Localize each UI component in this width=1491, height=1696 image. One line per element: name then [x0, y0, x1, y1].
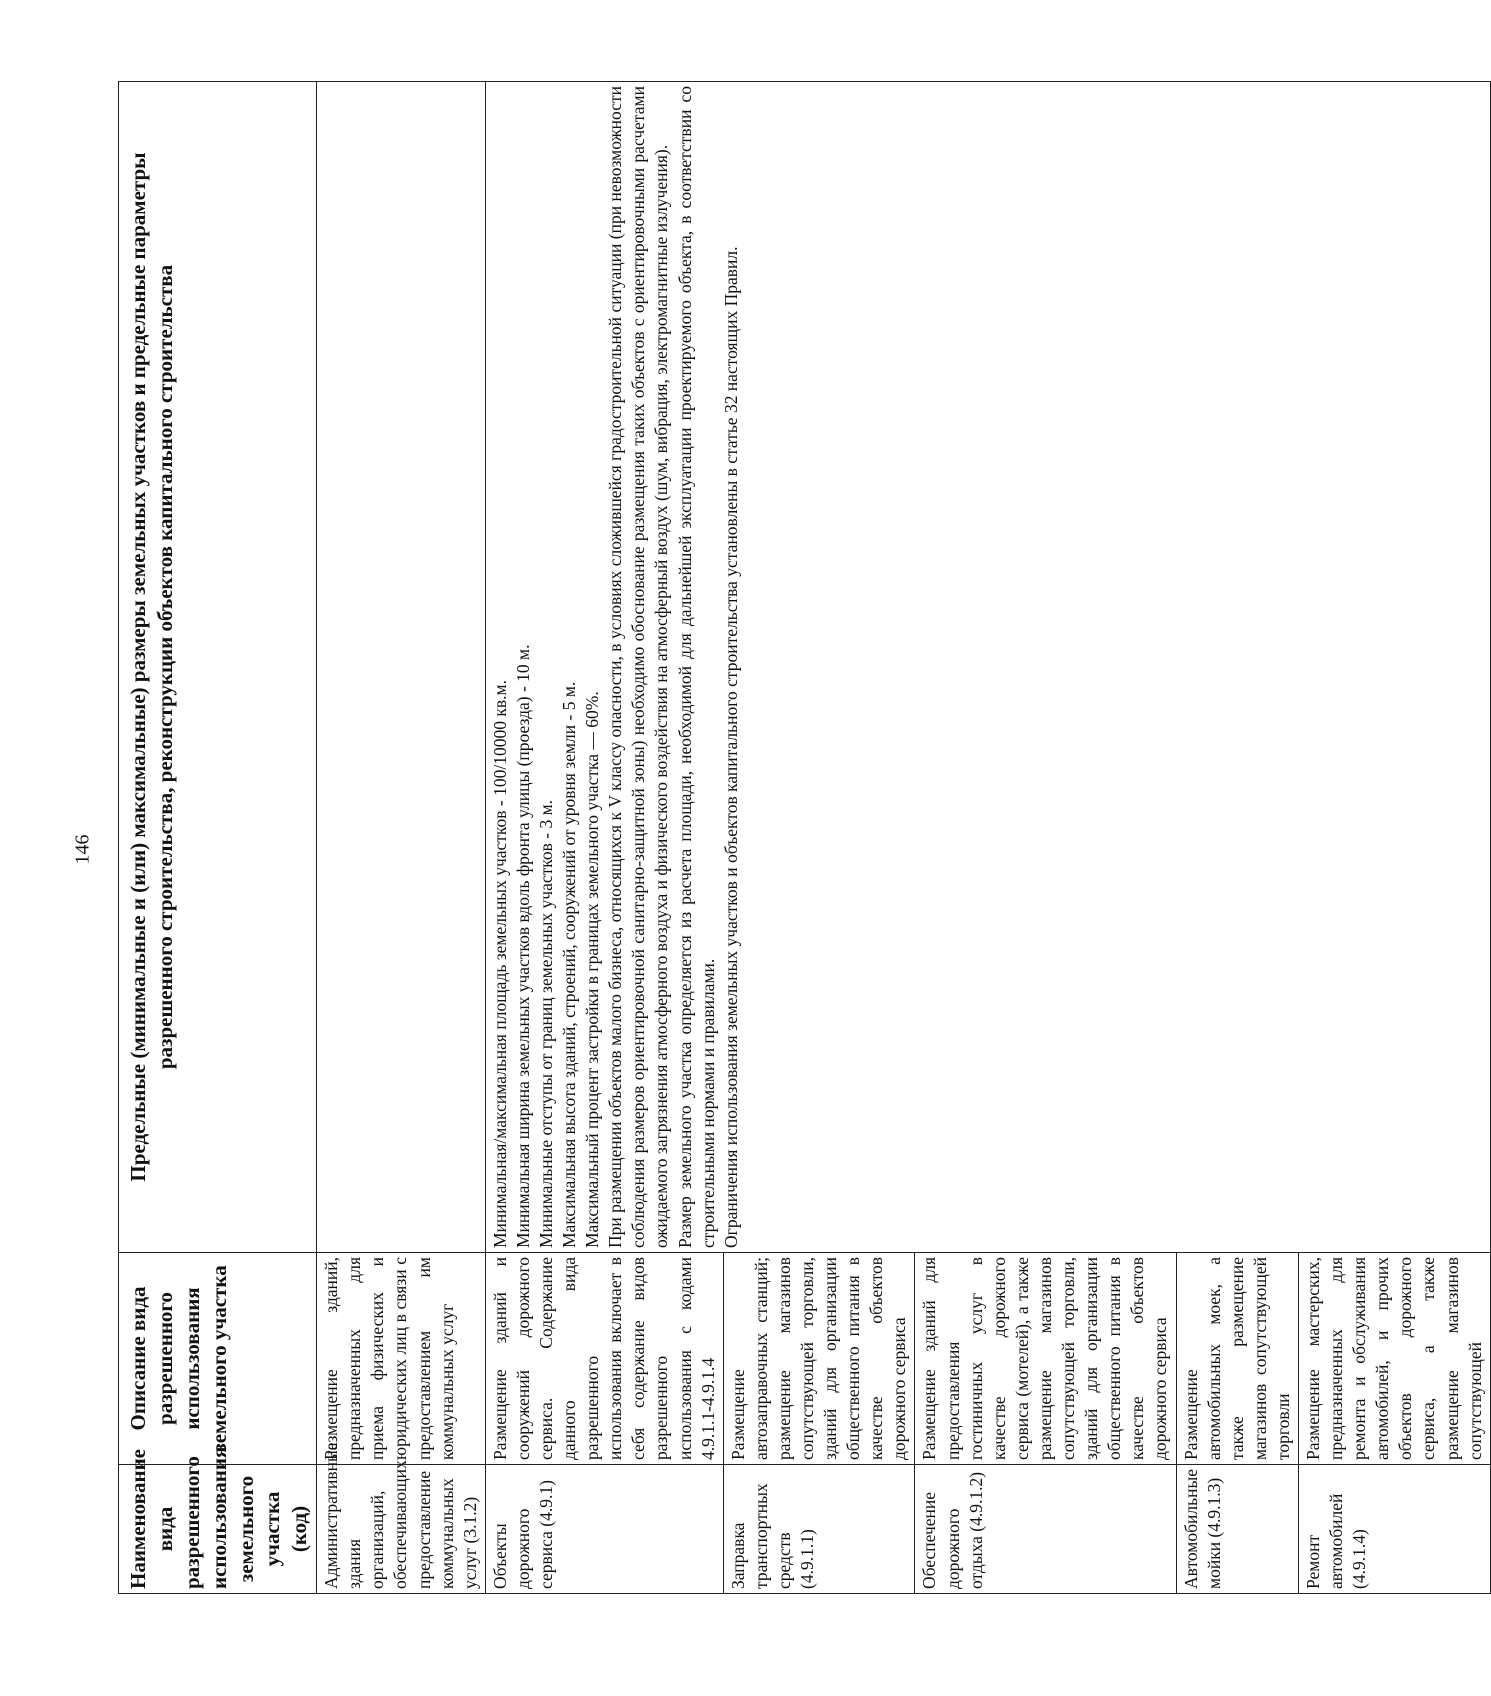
- page-number: 146: [71, 834, 94, 865]
- land-use-table: [118, 81, 1491, 1594]
- rotated-table-container: [118, 82, 1485, 1594]
- parameter-line: Минимальная/максимальная площадь земельных участков - 100/10000 кв.м.: [489, 680, 510, 1248]
- header-name: Наименование вида разрешенного использования земельного участка (код): [119, 1465, 317, 1594]
- table-row: [317, 82, 486, 1594]
- parameter-line: Ограничения использования земельных участков и объектов капитального строительства установлены в статье 32 настоящих Правил.: [720, 246, 741, 1248]
- header-description: Описание вида разрешенного использования земельного участка: [119, 1253, 317, 1465]
- parameter-line: Минимальная ширина земельных участков вдоль фронта улицы (проезда) - 10 м.: [512, 644, 533, 1248]
- row-description: Размещение автомобильных моек, а также размещение магазинов сопутствующей торговли: [1176, 1253, 1298, 1465]
- row-name: Ремонт автомобилей (4.9.1.4): [1298, 1465, 1490, 1594]
- row-description: Размещение зданий, предназначенных для приема физических и юридических лиц в связи с предоставлением им коммунальных услуг: [317, 1253, 486, 1465]
- row-description: Размещение зданий и сооружений дорожного сервиса. Содержание данного вида разрешенного использования включает в себя содержание видов разрешенного использования с кодами 4.9.1.1-4.9.1.4: [485, 1253, 723, 1465]
- row-description: Размещение зданий для предоставления гостиничных услуг в качестве дорожного сервиса (мотелей), а также размещение магазинов сопутствующей торговли, зданий для организации общественного питания в качестве объектов дорожного сервиса: [915, 1253, 1176, 1465]
- row-name: Объекты дорожного сервиса (4.9.1): [485, 1465, 723, 1594]
- parameters-cell: [485, 82, 1490, 1253]
- parameter-line: Минимальные отступы от границ земельных участков - 3 м.: [535, 799, 556, 1248]
- row-description: Размещение автозаправочных станций; размещение магазинов сопутствующей торговли, зданий для организации общественного питания в качестве объектов дорожного сервиса: [723, 1253, 915, 1465]
- table-row: [485, 82, 723, 1594]
- row-parameters-empty: [317, 82, 486, 1253]
- parameter-line: Максимальный процент застройки в границах земельного участка — 60%.: [582, 691, 603, 1248]
- row-name: Автомобильные мойки (4.9.1.3): [1176, 1465, 1298, 1594]
- parameter-line: При размещении объектов малого бизнеса, относящихся к V классу опасности, в условиях сложившейся градостроительной ситуации (при невозможности соблюдения размеров ориентировочной санитарно-защитной зоны) необходимо обоснование размещения таких объектов с ориентировочными расчетами ожидаемого загрязнения атмосферного воздуха и физического воздействия на атмосферный воздух (шум, вибрация, электромагнитные излучения).: [605, 86, 672, 1248]
- row-name: Административные здания организаций, обеспечивающих предоставление коммунальных услуг (3.1.2): [317, 1465, 486, 1594]
- table-header-row: [119, 82, 317, 1594]
- parameter-line: Максимальная высота зданий, строений, сооружений от уровня земли - 5 м.: [559, 681, 580, 1248]
- row-description: Размещение мастерских, предназначенных для ремонта и обслуживания автомобилей, и прочих объектов дорожного сервиса, а также размещение магазинов сопутствующей: [1298, 1253, 1490, 1465]
- parameter-line: Размер земельного участка определяется из расчета площади, необходимой для дальнейшей эксплуатации проектируемого объекта, в соответствии со строительными нормами и правилами.: [674, 86, 718, 1248]
- header-parameters: Предельные (минимальные и (или) максимальные) размеры земельных участков и предельные параметры разрешенного строительства, реконструкции объектов капитального строительства: [119, 82, 317, 1253]
- row-name: Заправка транспортных средств (4.9.1.1): [723, 1465, 915, 1594]
- row-name: Обеспечение дорожного отдыха (4.9.1.2): [915, 1465, 1176, 1594]
